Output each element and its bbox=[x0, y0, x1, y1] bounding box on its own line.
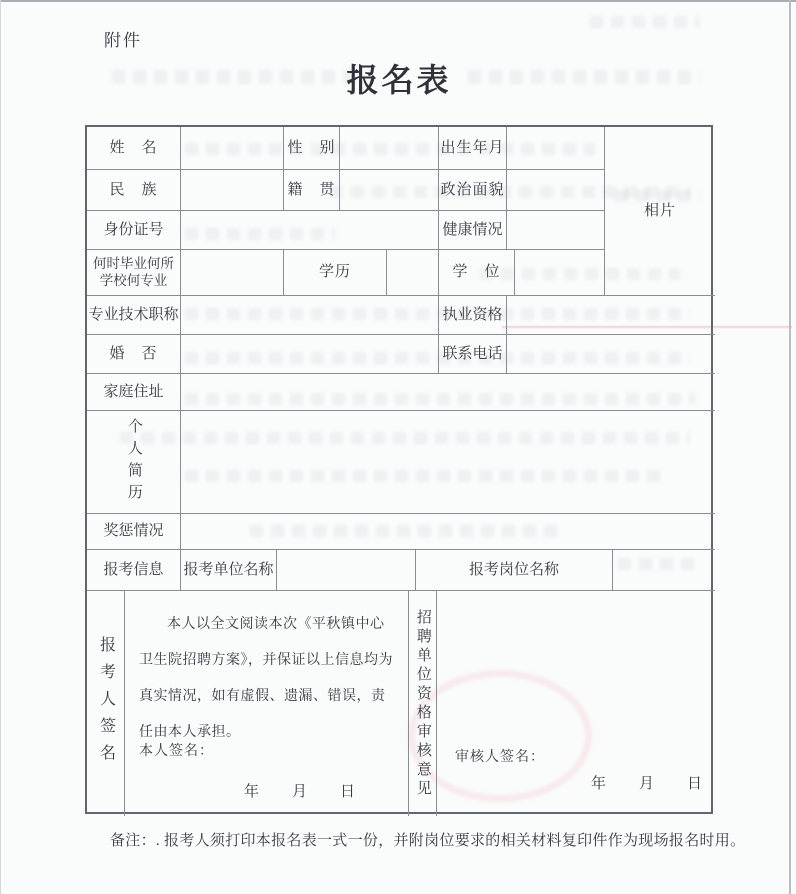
name-value-cell bbox=[181, 127, 284, 170]
scan-edge-right bbox=[789, 0, 791, 894]
professional-title-value-cell bbox=[181, 296, 439, 335]
scan-edge-top bbox=[0, 0, 796, 2]
graduation-value-cell bbox=[181, 250, 284, 296]
rewards-label: 奖惩情况 bbox=[87, 514, 181, 550]
political-status-value-cell bbox=[507, 170, 605, 211]
ethnicity-label: 民 族 bbox=[87, 170, 181, 211]
id-number-value-cell bbox=[181, 211, 439, 250]
reviewer-opinion-label-text: 招聘单位资格审核意见 bbox=[414, 608, 431, 799]
professional-title-label: 专业技术职称 bbox=[87, 296, 181, 335]
registration-form-table bbox=[85, 125, 713, 814]
self-date-label: 年 月 日 bbox=[243, 784, 356, 800]
qualification-value-cell bbox=[507, 296, 715, 335]
scan-edge-left bbox=[0, 0, 1, 894]
page-title: 报名表 bbox=[346, 62, 452, 98]
graduation-label bbox=[87, 250, 181, 296]
resume-label-text: 个人简历 bbox=[125, 418, 142, 506]
footer-note: 备注：. 报考人须打印本报名表一式一份，并附岗位要求的相关材料复印件作为现场报名时用。 bbox=[110, 833, 746, 849]
birthdate-label: 出生年月 bbox=[439, 127, 507, 170]
apply-unit-label: 报考单位名称 bbox=[181, 550, 277, 591]
resume-label bbox=[87, 411, 181, 514]
gender-label: 性 别 bbox=[284, 127, 340, 170]
birthdate-value-cell bbox=[507, 127, 605, 170]
political-status-label: 政治面貌 bbox=[439, 170, 507, 211]
graduation-label-line1: 何时毕业何所 bbox=[93, 255, 174, 271]
marriage-value-cell bbox=[181, 335, 439, 374]
native-place-label: 籍 贯 bbox=[284, 170, 340, 211]
reviewer-date-label: 年 月 日 bbox=[590, 776, 703, 792]
phone-label: 联系电话 bbox=[439, 335, 507, 374]
phone-value-cell bbox=[507, 335, 715, 374]
health-label: 健康情况 bbox=[439, 211, 507, 250]
gender-value-cell bbox=[340, 127, 439, 170]
resume-value-cell bbox=[181, 411, 715, 514]
apply-info-label: 报考信息 bbox=[87, 550, 181, 591]
applicant-signature-label-text: 报考人签名 bbox=[97, 636, 115, 771]
native-place-value-cell bbox=[340, 170, 439, 211]
apply-position-value-cell bbox=[613, 550, 715, 591]
name-label: 姓 名 bbox=[87, 127, 181, 170]
qualification-label: 执业资格 bbox=[439, 296, 507, 335]
declaration-cell bbox=[125, 591, 409, 816]
id-number-label: 身份证号 bbox=[87, 211, 181, 250]
marriage-label: 婚 否 bbox=[87, 335, 181, 374]
reviewer-cell bbox=[437, 591, 715, 816]
reviewer-sign-label: 审核人签名： bbox=[455, 750, 545, 765]
attachment-label: 附件 bbox=[104, 31, 142, 50]
health-value-cell bbox=[507, 211, 605, 250]
apply-unit-value-cell bbox=[277, 550, 416, 591]
address-value-cell bbox=[181, 374, 715, 411]
applicant-signature-label bbox=[87, 591, 125, 816]
reviewer-opinion-label bbox=[409, 591, 437, 816]
declaration-text: 本人以全文阅读本次《平秋镇中心卫生院招聘方案》，并保证以上信息均为真实情况，如有虚假、遗漏、错误，责任由本人承担。 bbox=[139, 617, 393, 740]
address-label: 家庭住址 bbox=[87, 374, 181, 411]
apply-position-label: 报考岗位名称 bbox=[416, 550, 613, 591]
degree-label: 学 位 bbox=[439, 250, 515, 296]
ethnicity-value-cell bbox=[181, 170, 284, 211]
degree-value-cell bbox=[515, 250, 605, 296]
education-value-cell bbox=[387, 250, 439, 296]
self-sign-label: 本人签名： bbox=[139, 744, 214, 759]
photo-cell: 相片 bbox=[605, 127, 715, 296]
education-label: 学历 bbox=[284, 250, 387, 296]
bleedthrough-artifact bbox=[590, 16, 700, 28]
rewards-value-cell bbox=[181, 514, 715, 550]
graduation-label-line2: 学校何专业 bbox=[99, 272, 168, 288]
